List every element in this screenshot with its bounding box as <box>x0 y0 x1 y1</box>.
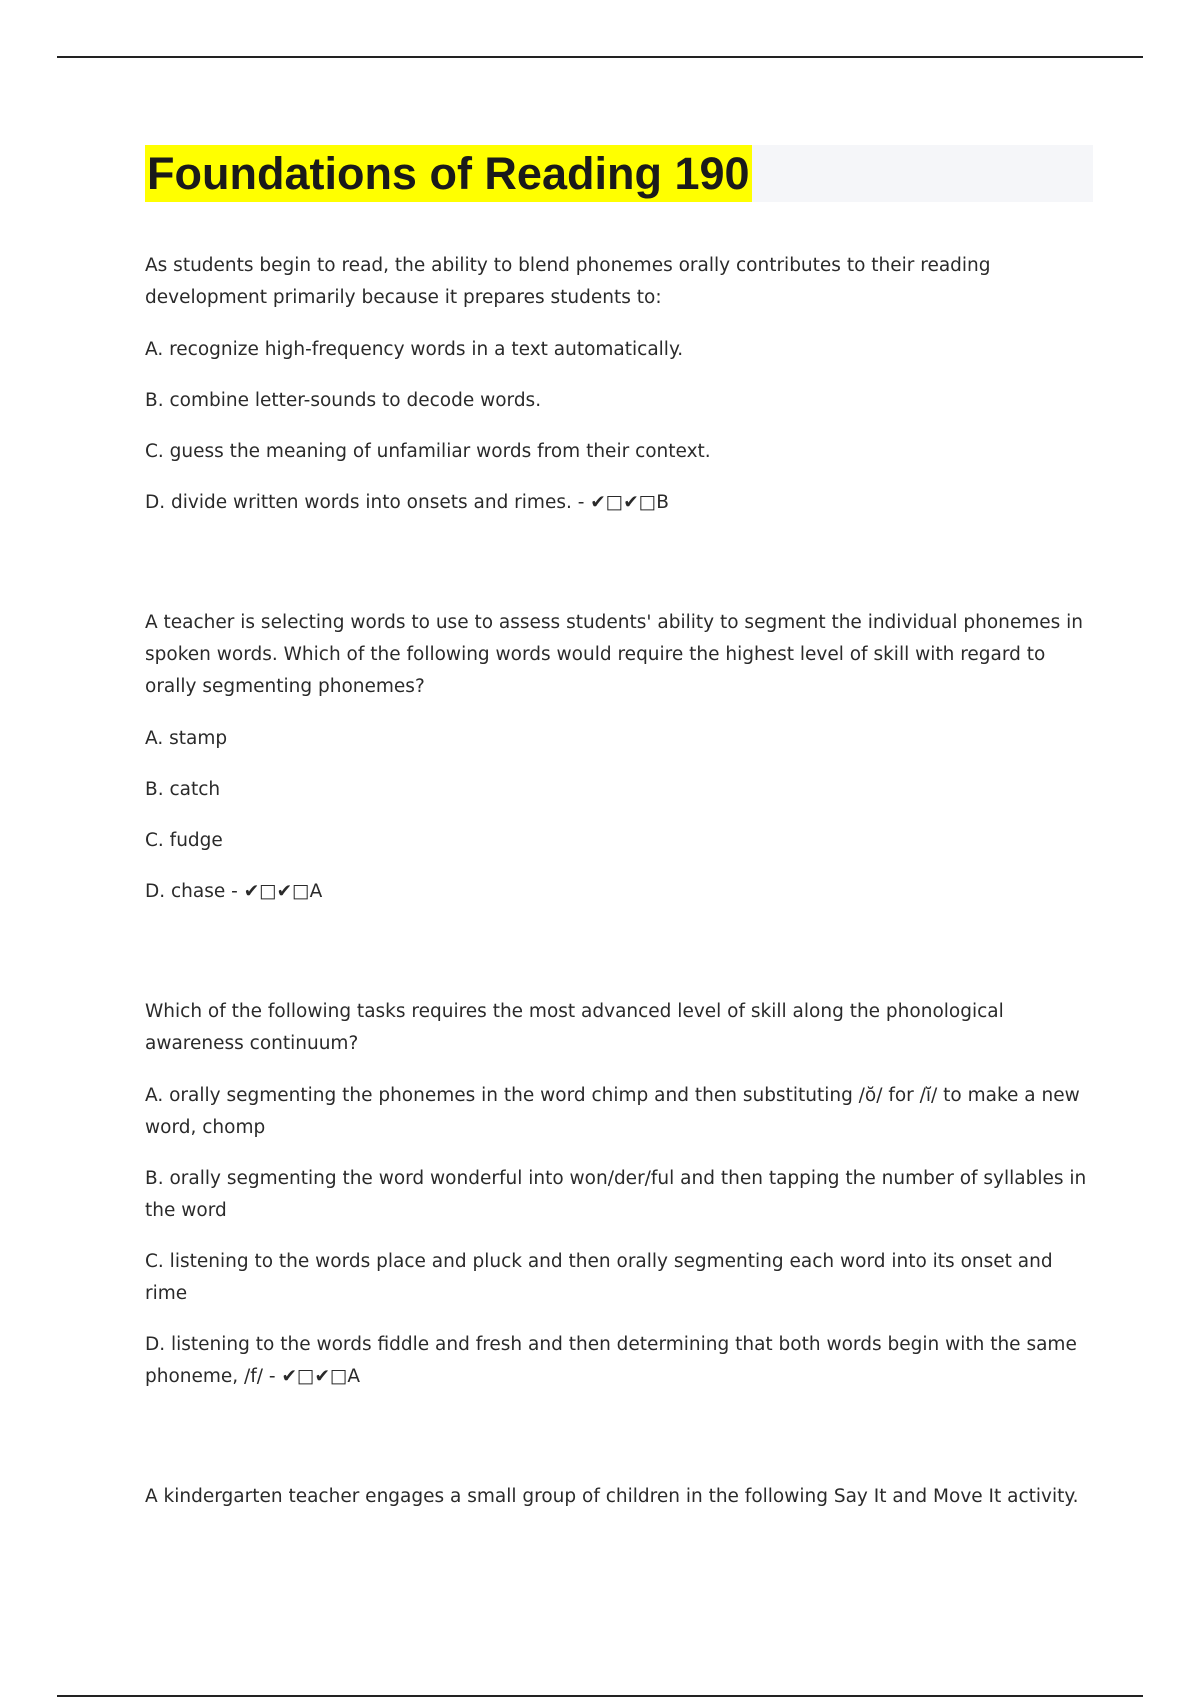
footer-rule <box>57 1695 1143 1697</box>
question-3-option-c: C. listening to the words place and pluck and then orally segmenting each word into its onset and rime <box>145 1251 1053 1304</box>
spacer <box>145 538 1095 607</box>
question-1-option-b: B. combine letter-sounds to decode words. <box>145 390 542 411</box>
question-2-option-a: A. stamp <box>145 728 228 749</box>
question-2-option-b: B. catch <box>145 779 221 800</box>
question-1-prompt: As students begin to read, the ability to blend phonemes orally contributes to their reading development primarily because it prepares students to: <box>145 255 991 308</box>
question-3-prompt: Which of the following tasks requires the most advanced level of skill along the phonological awareness continuum? <box>145 1001 1004 1054</box>
document-title: Foundations of Reading 190 <box>145 145 752 202</box>
question-1-option-d: D. divide written words into onsets and rimes. - ✔□✔□B <box>145 492 669 513</box>
question-1-option-c: C. guess the meaning of unfamiliar words from their context. <box>145 441 711 462</box>
question-2-option-c: C. fudge <box>145 830 223 851</box>
question-4-prompt: A kindergarten teacher engages a small group of children in the following Say It and Move It activity. <box>145 1486 1079 1507</box>
header-rule <box>57 56 1143 58</box>
spacer <box>145 1412 1095 1481</box>
question-3-option-d: D. listening to the words fiddle and fresh and then determining that both words begin with the same phoneme, /f/ - ✔□✔□A <box>145 1334 1077 1387</box>
question-2-option-d: D. chase - ✔□✔□A <box>145 881 323 902</box>
question-3-option-b: B. orally segmenting the word wonderful into won/der/ful and then tapping the number of syllables in the word <box>145 1168 1087 1221</box>
question-3-option-a: A. orally segmenting the phonemes in the word chimp and then substituting /ŏ/ for /ĭ/ to make a new word, chomp <box>145 1085 1080 1138</box>
question-2-prompt: A teacher is selecting words to use to assess students' ability to segment the individual phonemes in spoken words. Which of the following words would require the highest level of skill with regard to orally segmenting phonemes? <box>145 612 1084 697</box>
spacer <box>145 927 1095 996</box>
document-body <box>145 250 1095 1533</box>
question-1-option-a: A. recognize high-frequency words in a text automatically. <box>145 339 684 360</box>
